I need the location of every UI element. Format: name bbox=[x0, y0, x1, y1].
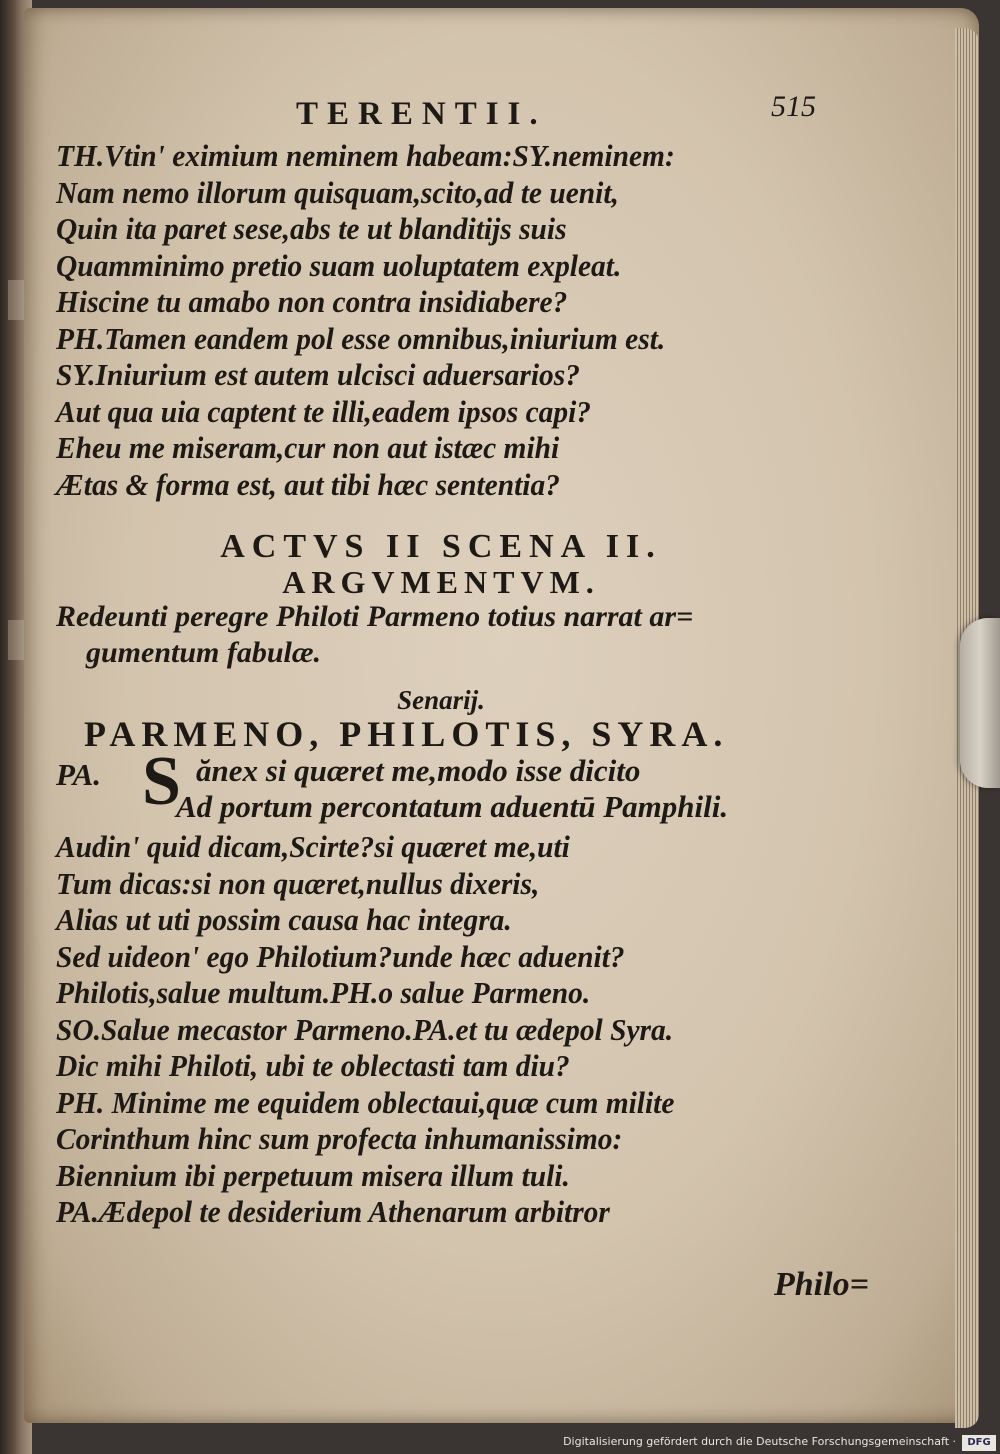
digitization-credit: Digitalisierung gefördert durch die Deutsche Forschungsgemeinschaft · bbox=[563, 1435, 956, 1448]
scene-opening bbox=[56, 743, 826, 829]
verse-line: Ad portum percontatum aduentū Pamphili. bbox=[176, 789, 729, 824]
verse-line: Biennium ibi perpetuum misera illum tuli. bbox=[56, 1157, 570, 1193]
argument-heading: ARGVMENTVM. bbox=[282, 564, 600, 600]
meter-label: Senarij. bbox=[397, 685, 485, 715]
drop-cap: S bbox=[142, 743, 181, 820]
verse-line: Tum dicas:si non quæret,nullus dixeris, bbox=[56, 865, 540, 901]
verse-line: PH.Tamen eandem pol esse omnibus,iniurium est. bbox=[56, 320, 666, 356]
page-text bbox=[56, 90, 869, 1303]
verse-line: Eheu me miseram,cur non aut istæc mihi bbox=[56, 430, 560, 465]
act-scene-heading: ACTVS II SCENA II. bbox=[220, 528, 662, 565]
speaker-label: PA. bbox=[56, 757, 102, 792]
argument-line: Redeunti peregre Philoti Parmeno totius narrat ar= bbox=[56, 600, 694, 633]
verse-line: SY.Iniurium est autem ulcisci aduersarios? bbox=[56, 357, 580, 392]
page-header bbox=[56, 90, 826, 138]
verse-line: SO.Salue mecastor Parmeno.PA.et tu ædepol Syra. bbox=[56, 1011, 674, 1047]
verse-line: PA.Ædepol te desiderium Athenarum arbitror bbox=[56, 1194, 610, 1229]
verse-line: Corinthum hinc sum profecta inhumanissimo: bbox=[56, 1121, 623, 1156]
verse-block-top bbox=[56, 138, 826, 503]
verse-line: Aut qua uia captent te illi,eadem ipsos capi? bbox=[56, 393, 592, 429]
cast-list: PARMENO, PHILOTIS, SYRA. bbox=[84, 714, 729, 754]
verse-line: Alias ut uti possim causa hac integra. bbox=[56, 902, 512, 937]
verse-line: ănex si quæret me,modo isse dicito bbox=[196, 753, 641, 788]
verse-line: Dic mihi Philoti, ubi te oblectasti tam diu? bbox=[56, 1048, 570, 1083]
verse-block-bottom bbox=[56, 829, 826, 1231]
page-clip bbox=[960, 618, 1000, 788]
catchword: Philo= bbox=[774, 1266, 869, 1303]
verse-line: Philotis,salue multum.PH.o salue Parmeno. bbox=[56, 975, 591, 1010]
argument-line: gumentum fabulæ. bbox=[86, 636, 322, 669]
verse-line: Quamminimo pretio suam uoluptatem expleat. bbox=[56, 247, 622, 283]
verse-line: Hiscine tu amabo non contra insidiabere? bbox=[56, 284, 568, 319]
verse-line: Nam nemo illorum quisquam,scito,ad te uenit, bbox=[56, 174, 619, 210]
verse-line: Quin ita paret sese,abs te ut blanditijs suis bbox=[56, 211, 567, 246]
verse-line: PH. Minime me equidem oblectaui,quæ cum milite bbox=[56, 1084, 675, 1120]
dfg-logo: DFG bbox=[962, 1435, 996, 1451]
running-head: TERENTII. bbox=[296, 96, 547, 132]
verse-line: Sed uideon' ego Philotium?unde hæc aduenit? bbox=[56, 938, 625, 974]
verse-line: TH.Vtin' eximium neminem habeam:SY.neminem: bbox=[56, 138, 675, 173]
page-number: 515 bbox=[771, 90, 816, 123]
verse-line: Audin' quid dicam,Scirte?si quæret me,uti bbox=[56, 829, 570, 864]
verse-line: Ætas & forma est, aut tibi hæc sententia? bbox=[56, 466, 560, 502]
